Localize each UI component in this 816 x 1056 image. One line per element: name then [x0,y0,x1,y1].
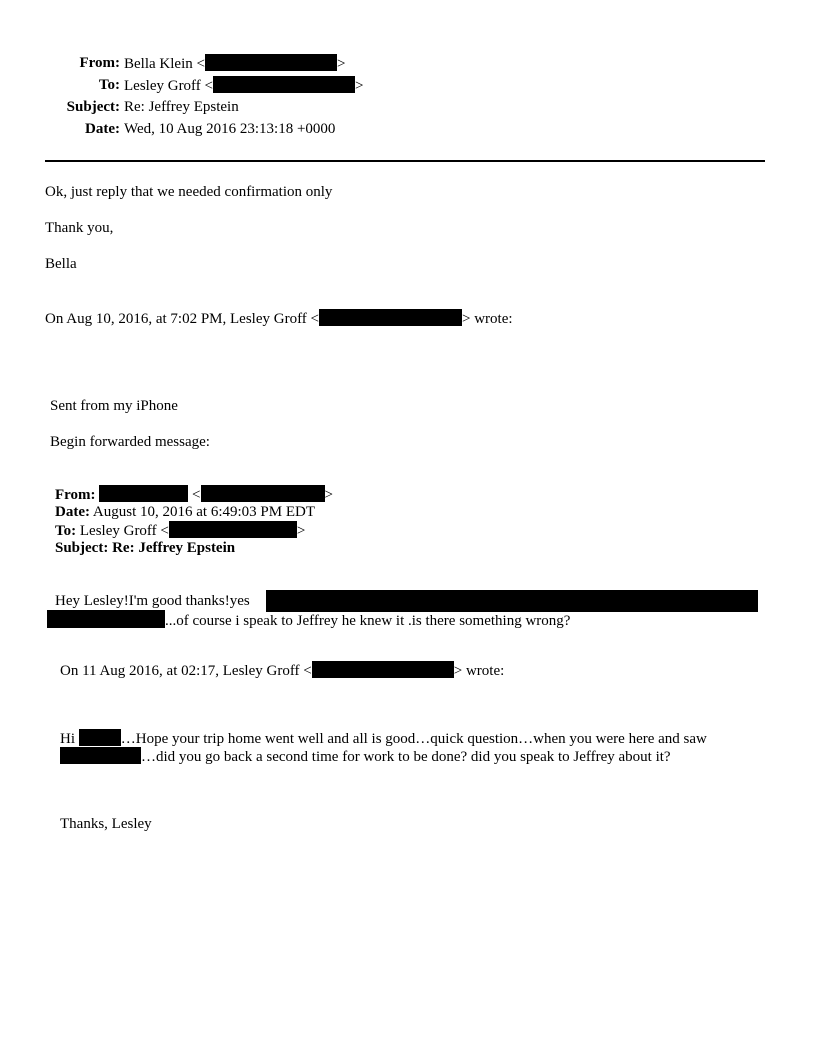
fwd-from-mid: < [188,487,201,503]
to-label: To: [98,77,120,93]
redacted-block [266,590,758,612]
question-line-2-text: …did you go back a second time for work to be done? did you speak to Jeffrey about it? [141,749,671,765]
to-name: Lesley Groff < [124,78,213,94]
redacted-email [319,309,462,326]
from-close: > [336,56,346,72]
fwd-to-line [55,521,305,540]
from-value [124,54,345,73]
quote-header-1-suffix: > wrote: [462,311,513,327]
subject-value: Re: Jeffrey Epstein [124,99,239,115]
body-line-1: Ok, just reply that we needed confirmation only [45,184,333,200]
to-close: > [355,78,364,94]
fwd-subject-line [55,539,235,557]
fwd-to-value: Lesley Groff < [76,523,169,539]
redacted-email [312,661,454,678]
redacted-block [47,610,165,628]
fwd-date-label: Date: [55,504,90,520]
reply-line-1-text: Hey Lesley!I'm good thanks!yes [55,593,250,609]
quote-header-2-suffix: > wrote: [453,663,505,679]
sent-from-line: Sent from my iPhone [50,398,178,414]
reply-line-2-text: ...of course i speak to Jeffrey he knew it .is there something wrong? [165,613,571,629]
redacted-email [201,485,325,502]
fwd-date-value: August 10, 2016 at 6:49:03 PM EDT [89,504,315,520]
from-label: From: [79,55,120,71]
question-hi: Hi [60,731,79,747]
date-value: Wed, 10 Aug 2016 23:13:18 +0000 [124,121,336,137]
begin-forwarded-line: Begin forwarded message: [50,434,210,450]
question-line-1-text: …Hope your trip home went well and all is good…quick question…when you were here and saw [120,731,707,747]
fwd-to-label: To: [55,523,77,539]
redacted-email [213,76,355,93]
reply-line-1 [55,592,250,610]
date-label: Date: [85,121,120,137]
fwd-subject-label: Subject: Re: Jeffrey Epstein [55,540,236,556]
redacted-name [60,747,141,764]
fwd-from-label: From: [55,487,96,503]
fwd-date-line [55,503,315,521]
question-line-2 [60,747,671,766]
subject-label: Subject: [66,99,120,115]
fwd-from-line [55,485,333,504]
redacted-email [169,521,297,538]
quote-header-1-prefix: On Aug 10, 2016, at 7:02 PM, Lesley Groff < [45,311,319,327]
header-divider [45,160,765,162]
redacted-name [99,485,188,502]
reply-line-2 [47,610,570,630]
fwd-to-close: > [296,523,306,539]
redacted-email [205,54,337,71]
quote-header-1 [45,309,513,328]
from-name: Bella Klein < [124,56,205,72]
quote-header-2-prefix: On 11 Aug 2016, at 02:17, Lesley Groff < [60,663,312,679]
body-signature: Bella [45,256,77,272]
quote-header-2 [60,661,504,680]
body-line-2: Thank you, [45,220,114,236]
signoff: Thanks, Lesley [60,816,152,832]
to-value [124,76,363,95]
question-line-1 [60,729,707,748]
redacted-name [79,729,121,746]
fwd-from-close: > [324,487,333,503]
